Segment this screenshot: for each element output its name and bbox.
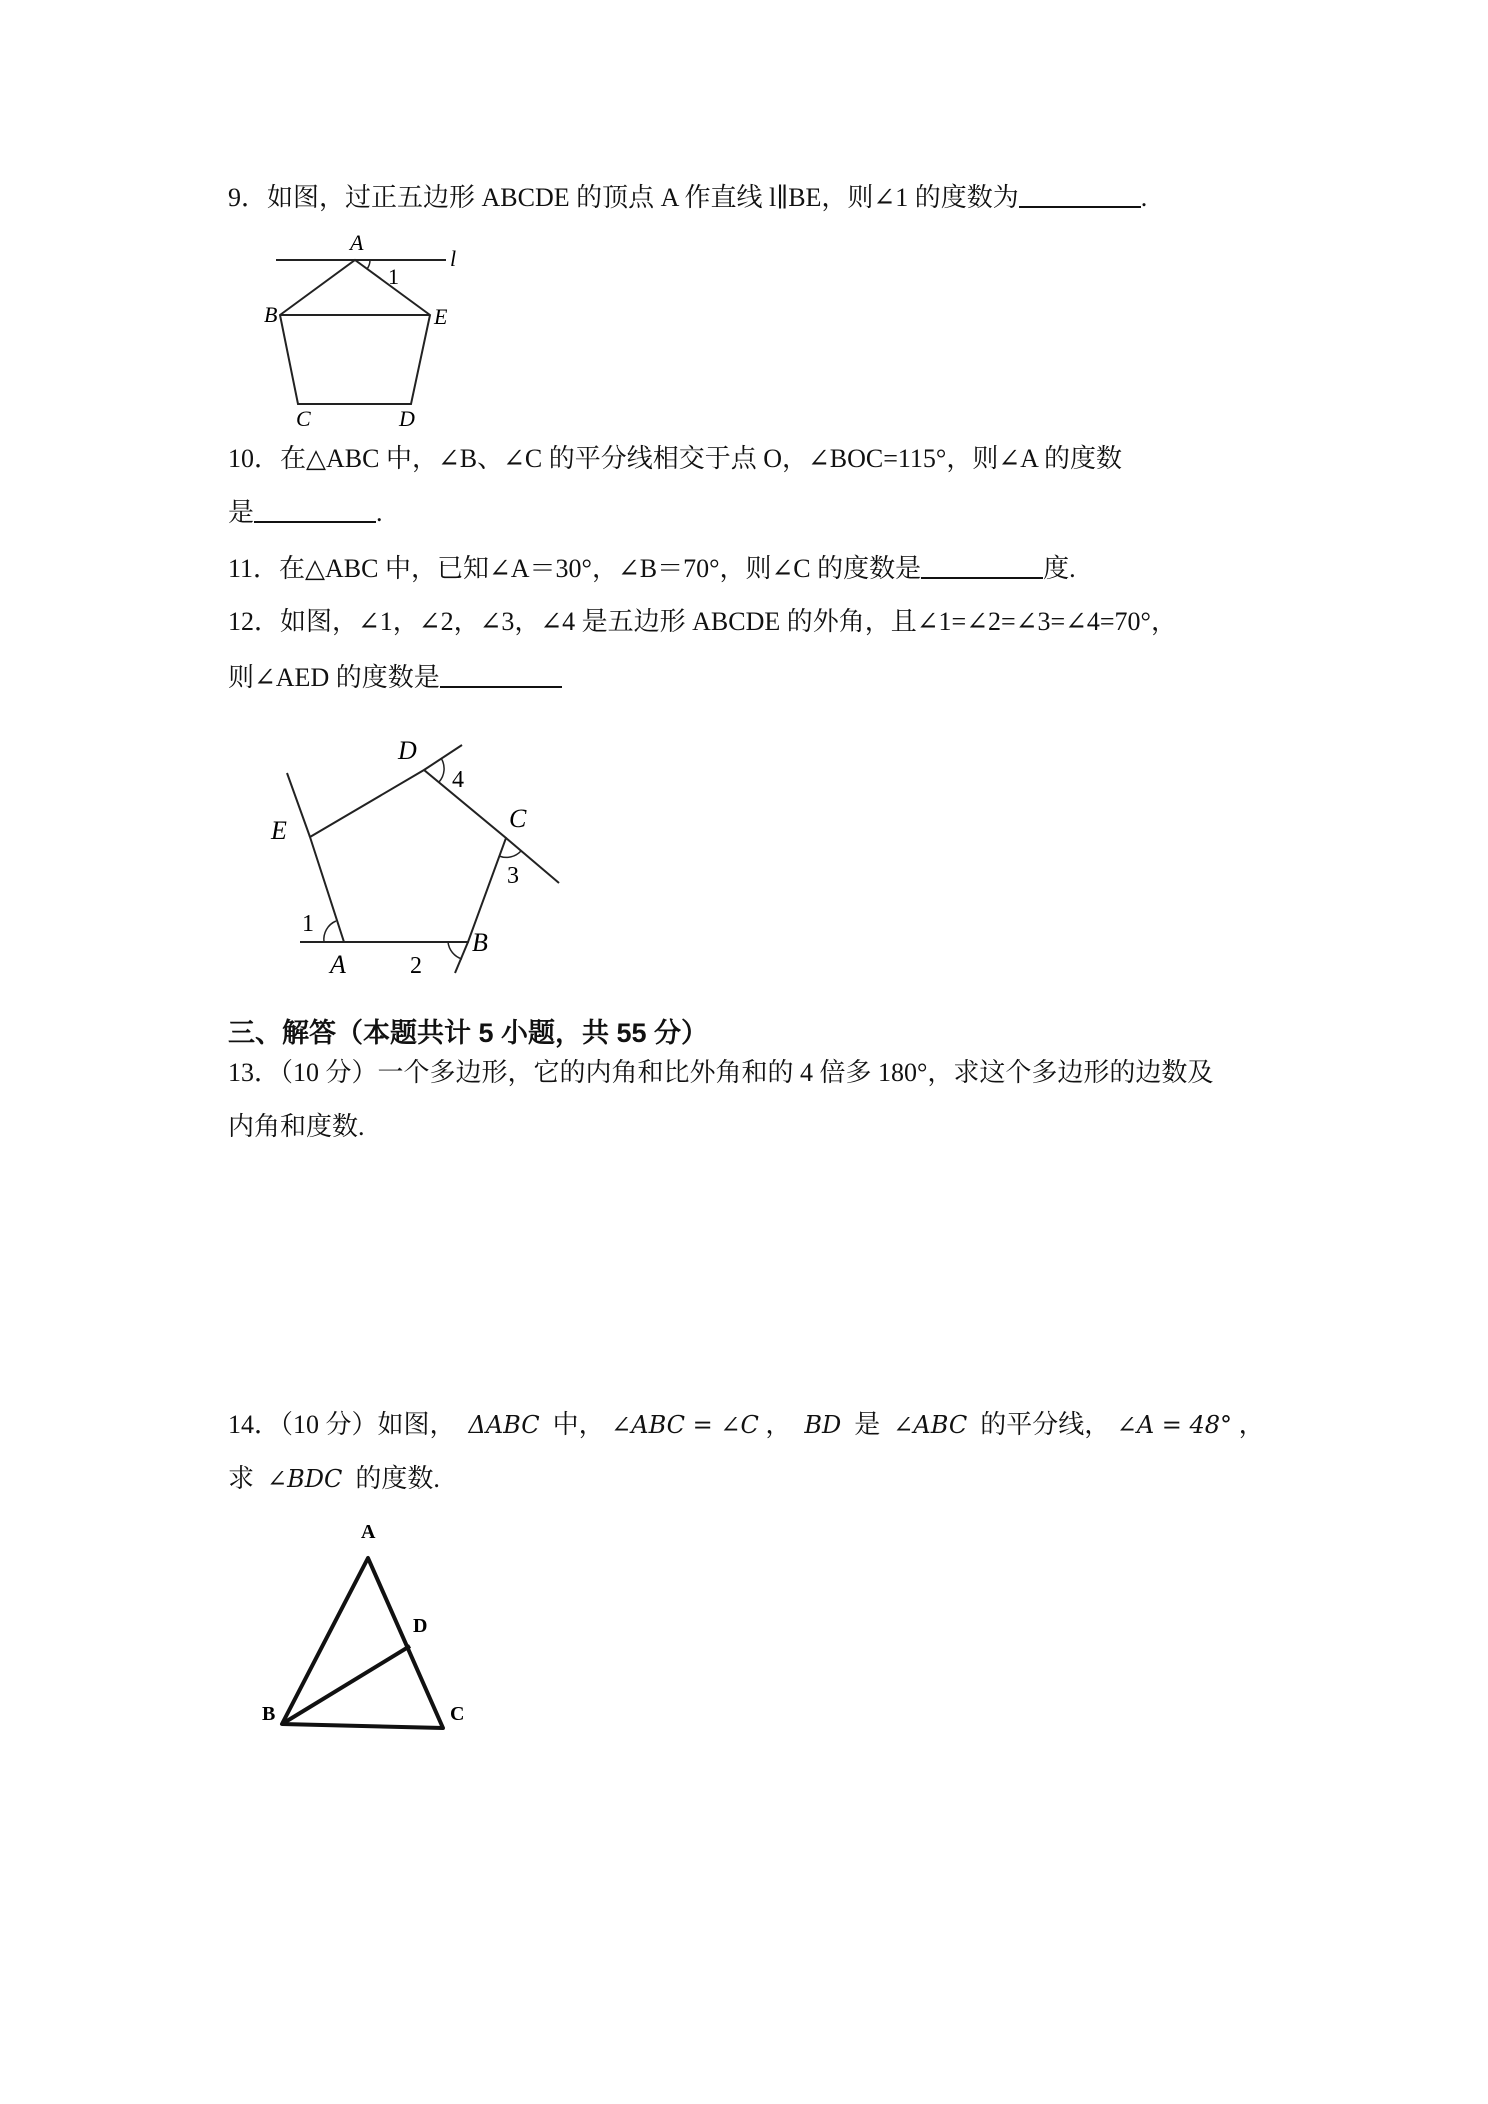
label-d: D <box>398 736 417 765</box>
triangle-abc <box>282 1558 443 1728</box>
label-b: B <box>264 302 278 327</box>
question-13-line1: 13．（10 分）一个多边形，它的内角和比外角和的 4 倍多 180°，求这个多边形的边数及 <box>228 1058 1214 1087</box>
label-3: 3 <box>507 863 519 889</box>
angle-1-arc <box>367 260 370 269</box>
label-c: C <box>296 406 311 431</box>
angle-3-arc <box>499 851 521 857</box>
label-l: l <box>450 246 457 271</box>
pentagon-abcde <box>310 770 506 942</box>
label-a: A <box>330 950 346 979</box>
label-a: A <box>350 230 364 255</box>
angle-2-arc <box>448 942 462 959</box>
question-9-text: 9．如图，过正五边形 ABCDE 的顶点 A 作直线 l∥BE，则∠1 的度数为 <box>228 183 1019 212</box>
label-d: D <box>413 1615 428 1637</box>
question-14-line2: 求 ∠BDC 的度数. <box>228 1464 440 1493</box>
label-1: 1 <box>302 911 314 937</box>
angle-4-arc <box>439 758 444 782</box>
figure-q14-triangle <box>256 1508 496 1758</box>
label-c: C <box>509 804 527 833</box>
angle-1-arc <box>324 921 336 942</box>
answer-blank <box>254 495 376 523</box>
label-4: 4 <box>452 767 464 793</box>
figure-q9-pentagon <box>258 232 458 432</box>
label-2: 2 <box>410 953 422 979</box>
question-9: 9．如图，过正五边形 ABCDE 的顶点 A 作直线 l∥BE，则∠1 的度数为 . <box>228 180 1147 215</box>
label-e: E <box>271 816 287 845</box>
question-10-line1: 10．在△ABC 中，∠B、∠C 的平分线相交于点 O，∠BOC=115°，则∠A 的度数 <box>228 444 1122 473</box>
label-a: A <box>361 1521 376 1543</box>
section-3-heading: 三、解答（本题共计 5 小题，共 55 分） <box>228 1018 709 1048</box>
question-14-line1: 14．（10 分）如图， ΔABC 中， ∠ABC = ∠C ， BD 是 ∠ABC 的平分线， ∠A = 48° ， <box>228 1410 1265 1439</box>
question-10-line2: 是 . <box>228 495 383 530</box>
answer-blank <box>921 551 1043 579</box>
question-12-line1: 12．如图，∠1，∠2，∠3，∠4 是五边形 ABCDE 的外角，且∠1=∠2=∠3=∠4=70°， <box>228 607 1177 636</box>
answer-blank <box>1019 180 1141 208</box>
label-b: B <box>472 928 488 957</box>
figure-q12-pentagon <box>258 725 578 985</box>
question-12-line2: 则∠AED 的度数是 <box>228 660 562 695</box>
question-13-line2: 内角和度数. <box>228 1112 365 1141</box>
label-b: B <box>262 1703 276 1725</box>
answer-blank <box>440 660 562 688</box>
label-e: E <box>434 304 448 329</box>
ext-ea <box>287 773 310 837</box>
question-11: 11．在△ABC 中，已知∠A＝30°，∠B＝70°，则∠C 的度数是 度. <box>228 551 1076 586</box>
pentagon-abcde <box>280 260 430 404</box>
label-1: 1 <box>388 264 399 289</box>
label-c: C <box>450 1703 465 1725</box>
label-d: D <box>399 406 415 431</box>
